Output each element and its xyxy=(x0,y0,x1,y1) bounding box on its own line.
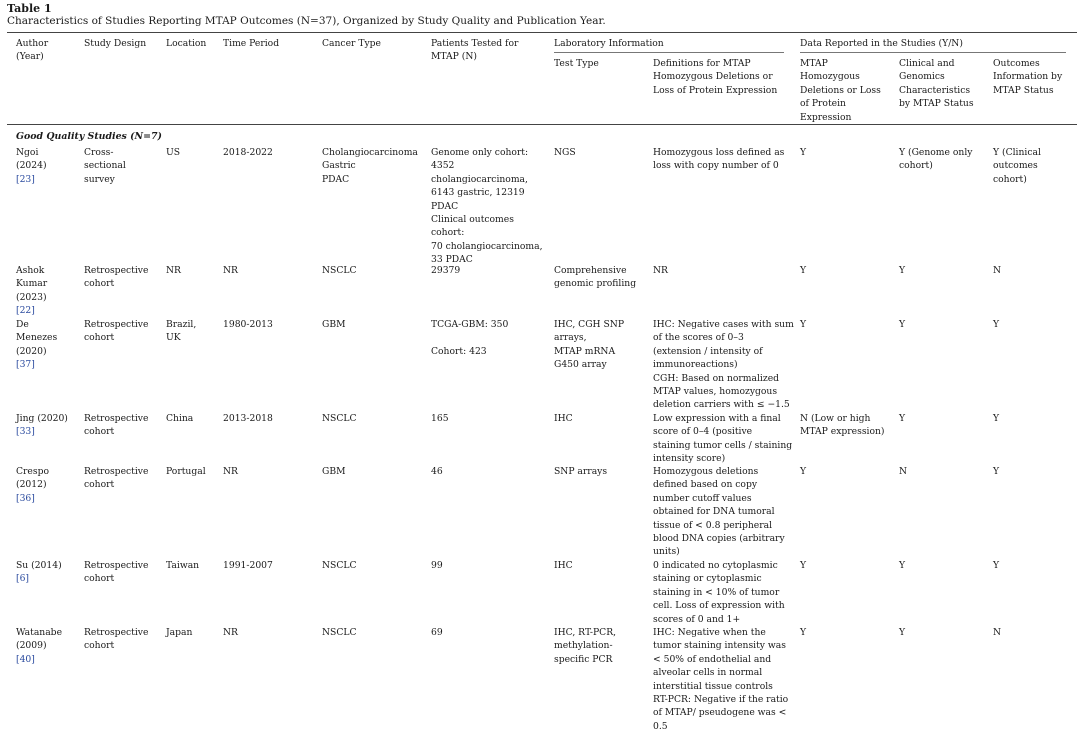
cell-test-type: IHC, RT-PCR, methylation- specific PCR xyxy=(554,627,617,665)
cell-patients: Genome only cohort: 4352 cholangiocarcinoma, 6143 gastric, 12319 PDAC Clinical outcomes cohort: 70 cholangiocarcinoma, 33 PDAC xyxy=(431,147,543,266)
cell-clinical-reported: Y xyxy=(899,560,906,571)
author-name: De Menezes (2020) xyxy=(16,319,58,357)
cell-mtap-reported: N (Low or high MTAP expression) xyxy=(800,413,885,438)
lab-group-underline xyxy=(554,52,784,53)
cell-definition: Low expression with a final score of 0–4 (positive staining tumor cells / staining intensity score) xyxy=(653,413,793,465)
cell-patients: 46 xyxy=(431,466,443,477)
cell-clinical-reported: Y xyxy=(899,413,906,424)
header-author: Author (Year) xyxy=(16,38,49,63)
header-reported-group: Data Reported in the Studies (Y/N) xyxy=(800,38,963,49)
reference-link[interactable]: [33] xyxy=(16,426,35,438)
cell-clinical-reported: Y xyxy=(899,265,906,276)
cell-location: Brazil, UK xyxy=(166,319,197,344)
cell-definition: Homozygous deletions defined based on copy number cutoff values obtained for DNA tumoral tissue of < 0.8 peripheral blood DNA copies (arbitrary units) xyxy=(653,466,785,558)
reference-link[interactable]: [37] xyxy=(16,359,35,371)
cell-study-design: Retrospective cohort xyxy=(84,560,149,585)
header-time-period: Time Period xyxy=(223,38,280,49)
cell-author xyxy=(16,465,49,505)
header-cancer-type: Cancer Type xyxy=(322,38,381,49)
author-name: Watanabe (2009) xyxy=(16,627,63,652)
header-test-type: Test Type xyxy=(554,58,599,69)
header-study-design: Study Design xyxy=(84,38,147,49)
reference-link[interactable]: [6] xyxy=(16,573,30,585)
cell-outcomes-reported: N xyxy=(993,265,1002,276)
cell-definition: NR xyxy=(653,265,668,276)
cell-definition: IHC: Negative cases with sum of the scores of 0–3 (extension / intensity of immunoreactions) CGH: Based on normalized MTAP values, homozygous deletion carriers with ≤ −1.5 xyxy=(653,319,794,411)
cell-location: NR xyxy=(166,265,181,276)
cell-location: Japan xyxy=(166,627,193,638)
author-name: Ngoi (2024) xyxy=(16,147,47,172)
cell-time-period: NR xyxy=(223,466,238,477)
cell-patients: TCGA-GBM: 350 Cohort: 423 xyxy=(431,319,509,357)
cell-study-design: Retrospective cohort xyxy=(84,466,149,491)
cell-location: Portugal xyxy=(166,466,206,477)
cell-definition: IHC: Negative when the tumor staining intensity was < 50% of endothelial and alveolar cells in normal interstitial tissue controls RT-PCR: Negative if the ratio of MTAP/ pseudogene was < 0.5 xyxy=(653,627,789,732)
header-patients: Patients Tested for MTAP (N) xyxy=(431,38,519,63)
cell-time-period: 2018-2022 xyxy=(223,147,273,158)
cell-location: US xyxy=(166,147,181,158)
cell-study-design: Cross- sectional survey xyxy=(84,147,126,185)
cell-time-period: NR xyxy=(223,627,238,638)
header-bottom-rule xyxy=(7,124,1077,125)
header-clinical: Clinical and Genomics Characteristics by MTAP Status xyxy=(899,58,974,110)
cell-time-period: 2013-2018 xyxy=(223,413,273,424)
cell-patients: 165 xyxy=(431,413,449,424)
header-lab-group: Laboratory Information xyxy=(554,38,664,49)
cell-outcomes-reported: Y xyxy=(993,413,1000,424)
cell-author xyxy=(16,559,62,586)
cell-outcomes-reported: Y (Clinical outcomes cohort) xyxy=(993,147,1041,185)
cell-study-design: Retrospective cohort xyxy=(84,413,149,438)
cell-mtap-reported: Y xyxy=(800,147,807,158)
reference-link[interactable]: [40] xyxy=(16,653,35,665)
author-name: Su (2014) xyxy=(16,560,62,571)
cell-outcomes-reported: Y xyxy=(993,466,1000,477)
reference-link[interactable]: [36] xyxy=(16,492,35,504)
cell-study-design: Retrospective cohort xyxy=(84,265,149,290)
cell-time-period: 1980-2013 xyxy=(223,319,273,330)
cell-cancer-type: NSCLC xyxy=(322,560,357,571)
cell-mtap-reported: Y xyxy=(800,627,807,638)
cell-test-type: NGS xyxy=(554,147,576,158)
cell-mtap-reported: Y xyxy=(800,466,807,477)
cell-cancer-type: GBM xyxy=(322,466,346,477)
cell-test-type: IHC xyxy=(554,560,573,571)
cell-mtap-reported: Y xyxy=(800,319,807,330)
cell-definition: 0 indicated no cytoplasmic staining or cytoplasmic staining in < 10% of tumor cell. Loss of expression with scores of 0 and 1+ xyxy=(653,560,785,625)
cell-cancer-type: GBM xyxy=(322,319,346,330)
table-caption: Characteristics of Studies Reporting MTAP Outcomes (N=37), Organized by Study Quality and Publication Year. xyxy=(7,15,606,27)
cell-mtap-reported: Y xyxy=(800,560,807,571)
top-rule xyxy=(7,32,1077,33)
cell-test-type: Comprehensive genomic profiling xyxy=(554,265,637,290)
cell-cancer-type: NSCLC xyxy=(322,413,357,424)
cell-study-design: Retrospective cohort xyxy=(84,319,149,344)
cell-author xyxy=(16,412,68,439)
cell-location: Taiwan xyxy=(166,560,200,571)
header-location: Location xyxy=(166,38,207,49)
reported-group-underline xyxy=(800,52,1066,53)
cell-cancer-type: Cholangiocarcinoma Gastric PDAC xyxy=(322,147,418,185)
cell-outcomes-reported: N xyxy=(993,627,1002,638)
cell-clinical-reported: Y xyxy=(899,627,906,638)
cell-cancer-type: NSCLC xyxy=(322,627,357,638)
cell-outcomes-reported: Y xyxy=(993,560,1000,571)
table-label: Table 1 xyxy=(7,2,52,15)
author-name: Ashok Kumar (2023) xyxy=(16,265,48,303)
cell-patients: 29379 xyxy=(431,265,461,276)
cell-study-design: Retrospective cohort xyxy=(84,627,149,652)
cell-patients: 99 xyxy=(431,560,443,571)
header-definitions: Definitions for MTAP Homozygous Deletions or Loss of Protein Expression xyxy=(653,58,778,96)
reference-link[interactable]: [23] xyxy=(16,173,35,185)
cell-clinical-reported: N xyxy=(899,466,908,477)
header-outcomes: Outcomes Information by MTAP Status xyxy=(993,58,1063,96)
author-name: Jing (2020) xyxy=(16,413,68,424)
cell-author xyxy=(16,626,62,666)
cell-patients: 69 xyxy=(431,627,443,638)
cell-time-period: 1991-2007 xyxy=(223,560,273,571)
cell-test-type: SNP arrays xyxy=(554,466,608,477)
author-name: Crespo (2012) xyxy=(16,466,49,491)
cell-mtap-reported: Y xyxy=(800,265,807,276)
cell-definition: Homozygous loss defined as loss with copy number of 0 xyxy=(653,147,785,172)
cell-author xyxy=(16,318,57,372)
cell-test-type: IHC xyxy=(554,413,573,424)
reference-link[interactable]: [22] xyxy=(16,305,35,317)
cell-location: China xyxy=(166,413,194,424)
cell-time-period: NR xyxy=(223,265,238,276)
cell-clinical-reported: Y (Genome only cohort) xyxy=(899,147,973,172)
header-mtap: MTAP Homozygous Deletions or Loss of Protein Expression xyxy=(800,58,881,123)
cell-clinical-reported: Y xyxy=(899,319,906,330)
cell-test-type: IHC, CGH SNP arrays, MTAP mRNA G450 array xyxy=(554,319,625,371)
cell-author xyxy=(16,146,47,186)
cell-cancer-type: NSCLC xyxy=(322,265,357,276)
cell-outcomes-reported: Y xyxy=(993,319,1000,330)
section-label: Good Quality Studies (N=7) xyxy=(16,131,162,142)
table-title-block xyxy=(7,2,606,28)
cell-author xyxy=(16,264,47,318)
